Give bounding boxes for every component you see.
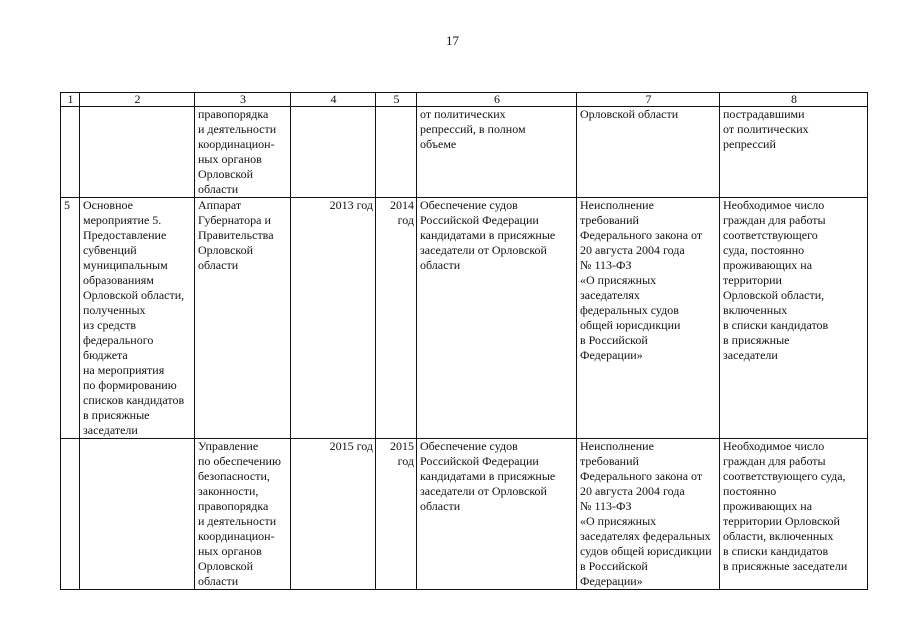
page-number: 17 — [446, 33, 459, 48]
consequences-cell: Орловской области — [577, 107, 720, 198]
table-row — [61, 439, 868, 590]
indicator-cell: Необходимое число граждан для работы соответствующего суда, постоянно проживающих на территории Орловской области, включенных в списки кандидатов в присяжные заседатели — [720, 439, 868, 590]
indicator-cell: пострадавшими от политических репрессий — [720, 107, 868, 198]
table-row — [61, 107, 868, 198]
end-year-cell: 2014 год — [376, 198, 417, 439]
row-number-cell: 5 — [61, 198, 80, 439]
expected-result-cell: Обеспечение судов Российской Федерации кандидатами в присяжные заседатели от Орловской области — [417, 439, 577, 590]
start-year-cell: 2013 год — [291, 198, 376, 439]
executor-cell: правопорядка и деятельности координацион- ных органов Орловской области — [195, 107, 291, 198]
column-number-cell: 4 — [291, 93, 376, 107]
column-number-cell: 2 — [80, 93, 195, 107]
table-row — [61, 198, 868, 439]
consequences-cell: Неисполнение требований Федерального закона от 20 августа 2004 года № 113-ФЗ «О присяжных заседателях федеральных судов общей юрисдикции в Российской Федерации» — [577, 439, 720, 590]
consequences-cell: Неисполнение требований Федерального закона от 20 августа 2004 года № 113-ФЗ «О присяжных заседателях федеральных судов общей юрисдикции в Российской Федерации» — [577, 198, 720, 439]
activity-cell — [80, 107, 195, 198]
row-number-cell — [61, 107, 80, 198]
start-year-cell: 2015 год — [291, 439, 376, 590]
executor-cell: Управление по обеспечению безопасности, законности, правопорядка и деятельности координацион- ных органов Орловской области — [195, 439, 291, 590]
start-year-cell — [291, 107, 376, 198]
column-number-cell: 8 — [720, 93, 868, 107]
column-number-cell: 3 — [195, 93, 291, 107]
column-numbers-row — [61, 93, 868, 107]
expected-result-cell: от политических репрессий, в полном объеме — [417, 107, 577, 198]
indicator-cell: Необходимое число граждан для работы соответствующего суда, постоянно проживающих на территории Орловской области, включенных в списки кандидатов в присяжные заседатели — [720, 198, 868, 439]
activity-cell — [80, 439, 195, 590]
row-number-cell — [61, 439, 80, 590]
column-number-cell: 6 — [417, 93, 577, 107]
activity-cell: Основное мероприятие 5. Предоставление субвенций муниципальным образованиям Орловской области, полученных из средств федерального бюджета на мероприятия по формированию списков кандидатов в присяжные заседатели — [80, 198, 195, 439]
expected-result-cell: Обеспечение судов Российской Федерации кандидатами в присяжные заседатели от Орловской области — [417, 198, 577, 439]
end-year-cell — [376, 107, 417, 198]
program-activities-table — [60, 92, 868, 590]
end-year-cell: 2015 год — [376, 439, 417, 590]
column-number-cell: 7 — [577, 93, 720, 107]
executor-cell: Аппарат Губернатора и Правительства Орловской области — [195, 198, 291, 439]
column-number-cell: 1 — [61, 93, 80, 107]
column-number-cell: 5 — [376, 93, 417, 107]
